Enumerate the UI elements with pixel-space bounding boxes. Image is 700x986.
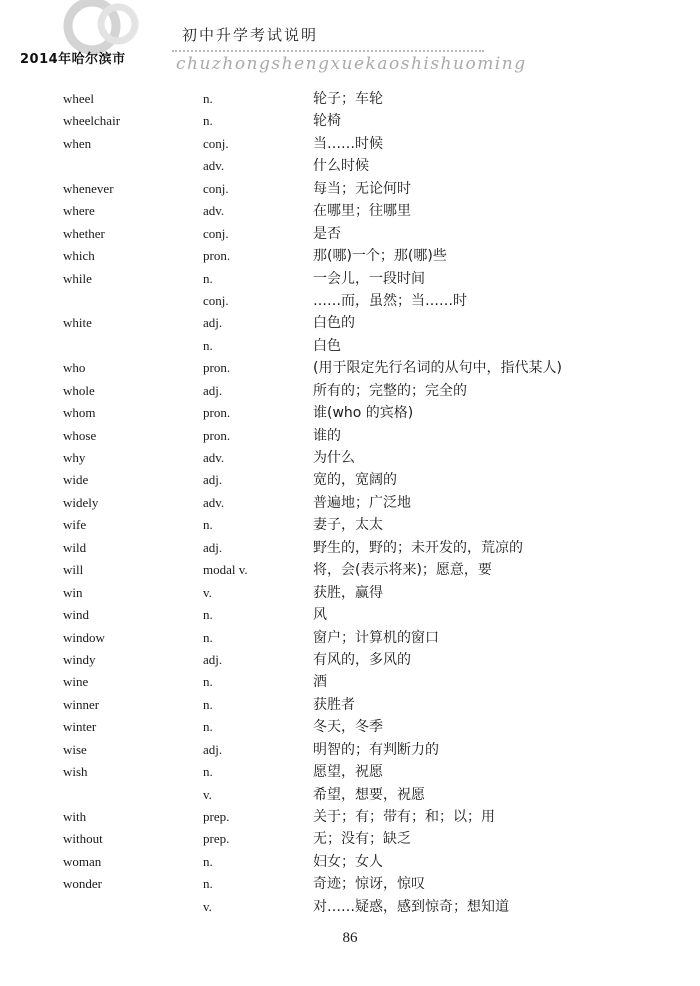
entry-word: whose <box>63 427 97 443</box>
entry-word: wheelchair <box>63 113 121 129</box>
entry-word: wind <box>63 607 89 623</box>
entry-meaning: 为什么 <box>313 450 355 466</box>
header-title: 初中升学考试说明 <box>182 26 319 44</box>
entry-word: wide <box>63 472 89 488</box>
entry-meaning: 谁(who 的宾格) <box>313 405 414 422</box>
vocab-entry <box>0 425 700 447</box>
entry-part-of-speech: conj. <box>203 180 229 196</box>
entry-word: when <box>63 135 92 151</box>
entry-part-of-speech: v. <box>203 898 212 914</box>
entry-meaning: 一会儿，一段时间 <box>313 270 425 287</box>
entry-part-of-speech: conj. <box>203 292 229 308</box>
vocab-entry <box>0 873 700 895</box>
entry-part-of-speech: conj. <box>203 135 229 151</box>
entry-meaning: (用于限定先行名词的从句中，指代某人) <box>313 360 562 377</box>
entry-part-of-speech: adv. <box>203 494 225 510</box>
entry-part-of-speech: pron. <box>203 405 231 421</box>
vocab-entry <box>0 627 700 649</box>
entry-meaning: 谁的 <box>313 427 341 444</box>
vocab-entry <box>0 537 700 559</box>
entry-part-of-speech: n. <box>203 113 213 129</box>
vocab-entry <box>0 88 700 110</box>
entry-meaning: 对……疑惑，感到惊奇；想知道 <box>313 898 509 915</box>
entry-meaning: 将，会(表示将来)；愿意，要 <box>313 562 492 579</box>
vocab-entry <box>0 380 700 402</box>
entry-part-of-speech: v. <box>203 786 212 802</box>
entry-part-of-speech: n. <box>203 696 213 712</box>
vocab-entry <box>0 761 700 783</box>
entry-part-of-speech: modal v. <box>203 562 248 578</box>
vocab-entry <box>0 582 700 604</box>
entry-meaning: 什么时候 <box>313 158 369 175</box>
entry-meaning: 那(哪)一个；那(哪)些 <box>313 248 447 265</box>
entry-meaning: 轮子；车轮 <box>313 91 383 107</box>
entry-part-of-speech: adv. <box>203 450 225 465</box>
entry-meaning: ……而，虽然；当……时 <box>313 292 467 309</box>
vocab-entry <box>0 245 700 267</box>
entry-meaning: 有风的，多风的 <box>313 651 411 668</box>
entry-word: window <box>63 629 105 645</box>
entry-word: wild <box>63 539 87 555</box>
entry-meaning: 无；没有；缺乏 <box>313 831 411 848</box>
entry-word: winner <box>63 696 100 712</box>
entry-meaning: 白色 <box>313 337 341 354</box>
entry-meaning: 明智的；有判断力的 <box>313 741 439 758</box>
vocab-entry <box>0 357 700 379</box>
header-pinyin: chuzhongshengxuekaoshishuoming <box>176 54 527 74</box>
entry-meaning: 窗户；计算机的窗口 <box>313 629 439 646</box>
entry-part-of-speech: adj. <box>203 472 223 488</box>
vocab-entry <box>0 110 700 132</box>
entry-word: with <box>63 809 87 824</box>
vocab-entry <box>0 514 700 536</box>
vocab-entry <box>0 178 700 200</box>
vocab-entry <box>0 828 700 850</box>
entry-part-of-speech: n. <box>203 91 213 106</box>
entry-word: woman <box>63 853 102 869</box>
entry-part-of-speech: adv. <box>203 203 225 219</box>
entry-part-of-speech: prep. <box>203 831 230 847</box>
entry-meaning: 妻子，太太 <box>313 517 383 534</box>
entry-word: wheel <box>63 91 95 106</box>
entry-part-of-speech: prep. <box>203 809 230 824</box>
entry-meaning: 普遍地；广泛地 <box>313 494 411 511</box>
vocab-entry <box>0 649 700 671</box>
entry-meaning: 奇迹；惊讶，惊叹 <box>313 876 425 893</box>
entry-word: wife <box>63 517 87 533</box>
vocab-entry <box>0 200 700 222</box>
vocab-entry <box>0 851 700 873</box>
entry-meaning: 妇女；女人 <box>313 853 383 870</box>
entry-part-of-speech: n. <box>203 764 213 780</box>
entry-part-of-speech: v. <box>203 584 212 600</box>
vocab-entry <box>0 469 700 491</box>
entry-word: whole <box>63 382 95 398</box>
entry-part-of-speech: n. <box>203 517 213 533</box>
entry-word: wonder <box>63 876 102 892</box>
entry-meaning: 获胜，赢得 <box>313 584 383 601</box>
vocab-entry <box>0 806 700 828</box>
entry-part-of-speech: n. <box>203 607 213 623</box>
entry-word: win <box>63 584 83 600</box>
entry-meaning: 冬天，冬季 <box>313 719 383 736</box>
entry-part-of-speech: conj. <box>203 225 229 241</box>
vocab-entry <box>0 896 700 918</box>
entry-part-of-speech: n. <box>203 270 213 286</box>
vocab-entry <box>0 155 700 177</box>
entry-word: will <box>63 562 84 578</box>
entry-meaning: 风 <box>313 607 327 624</box>
entry-word: which <box>63 248 95 264</box>
entry-meaning: 野生的，野的；未开发的，荒凉的 <box>313 539 523 556</box>
entry-word: wise <box>63 741 87 757</box>
entry-word: without <box>63 831 103 847</box>
entry-meaning: 愿望，祝愿 <box>313 764 383 781</box>
entry-part-of-speech: n. <box>203 853 213 869</box>
header-year-city: 2014年哈尔滨市 <box>20 52 126 67</box>
entry-meaning: 关于；有；带有；和；以；用 <box>313 809 495 825</box>
vocab-entry <box>0 671 700 693</box>
entry-word: while <box>63 270 92 286</box>
vocab-entry <box>0 447 700 469</box>
entry-part-of-speech: adj. <box>203 651 223 667</box>
entry-part-of-speech: pron. <box>203 248 231 264</box>
vocab-entry <box>0 335 700 357</box>
entry-word: where <box>63 203 95 219</box>
vocab-entry <box>0 604 700 626</box>
entry-word: white <box>63 315 92 331</box>
vocab-entry <box>0 290 700 312</box>
vocab-entry <box>0 784 700 806</box>
entry-part-of-speech: pron. <box>203 360 231 376</box>
vocab-entry <box>0 312 700 334</box>
entry-part-of-speech: n. <box>203 719 213 735</box>
vocab-entry <box>0 716 700 738</box>
vocab-entry <box>0 559 700 581</box>
entry-word: whether <box>63 225 105 241</box>
entry-meaning: 所有的；完整的；完全的 <box>313 382 467 399</box>
entry-part-of-speech: adj. <box>203 539 223 555</box>
entry-word: winter <box>63 719 97 735</box>
entry-meaning: 宽的，宽阔的 <box>313 472 397 489</box>
entry-part-of-speech: adj. <box>203 382 223 398</box>
entry-word: wish <box>63 764 88 780</box>
entry-word: windy <box>63 651 96 667</box>
entry-meaning: 每当；无论何时 <box>313 180 411 197</box>
entry-part-of-speech: adv. <box>203 158 225 174</box>
entry-meaning: 是否 <box>313 225 341 242</box>
entry-word: whenever <box>63 180 114 196</box>
entry-part-of-speech: adj. <box>203 741 223 757</box>
entry-word: who <box>63 360 86 376</box>
vocab-entry <box>0 223 700 245</box>
entry-meaning: 在哪里；往哪里 <box>313 203 411 220</box>
vocab-entry <box>0 133 700 155</box>
vocab-entry <box>0 268 700 290</box>
entry-part-of-speech: n. <box>203 629 213 645</box>
vocab-entry <box>0 492 700 514</box>
entry-meaning: 酒 <box>313 674 327 691</box>
vocabulary-list <box>0 88 700 918</box>
entry-part-of-speech: pron. <box>203 427 231 443</box>
entry-meaning: 白色的 <box>313 315 355 332</box>
entry-part-of-speech: adj. <box>203 315 223 331</box>
entry-part-of-speech: n. <box>203 674 213 690</box>
page-number: 86 <box>342 930 358 946</box>
entry-meaning: 获胜者 <box>313 696 355 713</box>
entry-word: whom <box>63 405 96 421</box>
entry-word: why <box>63 450 86 465</box>
vocab-entry <box>0 739 700 761</box>
entry-meaning: 希望，想要，祝愿 <box>313 786 425 803</box>
entry-part-of-speech: n. <box>203 876 213 892</box>
header-divider <box>172 50 484 52</box>
entry-part-of-speech: n. <box>203 337 213 353</box>
entry-word: widely <box>63 494 99 510</box>
entry-meaning: 当……时候 <box>313 135 383 152</box>
entry-word: wine <box>63 674 89 690</box>
vocab-entry <box>0 694 700 716</box>
vocab-entry <box>0 402 700 424</box>
entry-meaning: 轮椅 <box>313 113 341 130</box>
